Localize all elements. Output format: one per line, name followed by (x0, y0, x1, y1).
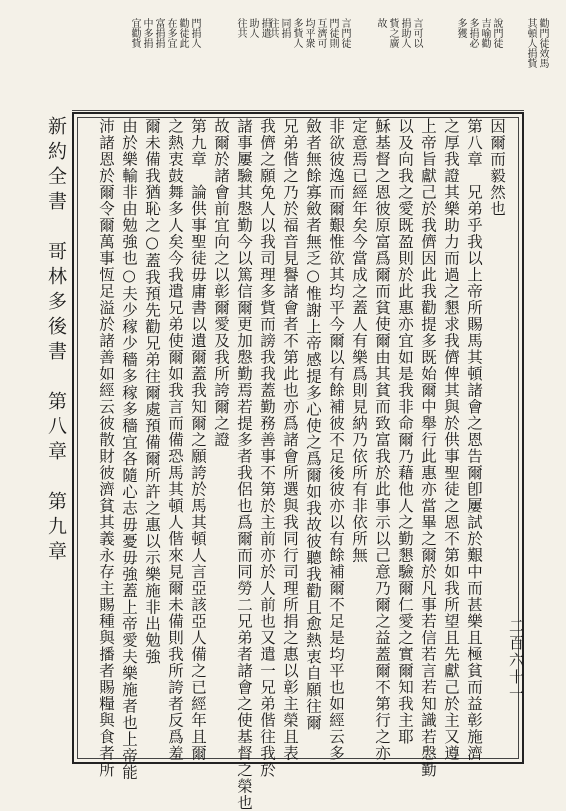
verse-column: 第九章 論供事聖徒毋庸書以遺爾蓋我知爾之願誇於馬其頓人言亞該亞人備之已經年且爾 (189, 118, 207, 762)
verse-column: 我儕之願免人以我司理多貲而謗我我蓋勤務善事不第於主前亦於人前也又遣一兄弟偕往我於 (258, 118, 276, 778)
verse-column: 之厚我證其樂助力而過之懇求我儕俾其與於供事聖徒之恩不第如我所望且先獻己於主又遵 (442, 118, 460, 762)
book-title-column: 新約全書 哥林多後書 第八章 第九章 (45, 116, 67, 566)
bible-page (38, 18, 548, 811)
verse-column: 爾未備我猶恥之○蓋我預先勸兄弟往爾處預備爾所許之惠以示樂施非出勉強 (143, 118, 161, 665)
verse-column: 沛諸恩於爾令爾萬事恆足溢於諸善如經云彼散財彼濟貧其義永存主賜種與播者賜糧與食者所 (97, 118, 115, 778)
header-note-1: 勸門徒效馬 其頓人捐貲 (525, 18, 548, 68)
verse-column: 以及向我之愛既盈則於此惠亦宜如是我非命爾乃藉他人之勤懇驗爾仁愛之實爾知我主耶 (396, 118, 414, 745)
header-note-3: 言可以 捐助人 貲之廣 故 (375, 18, 422, 48)
verse-column: 上帝旨獻己於我儕因此我勸提多既始爾中舉行此惠亦當畢之爾於凡事若信若言若知識若慇勤 (419, 118, 437, 778)
verse-column: 之熱衷鼓舞多人矣今我遣兄弟使爾如我言而備恐馬其頓人偕來見爾未備則我所誇者反爲羞 (166, 118, 184, 762)
header-rule (72, 110, 524, 111)
verse-column: 斂者無餘寡斂者無乏○惟謝上帝感提多心使之爲爾如我故彼聽我勸且愈熱衷自願往爾 (304, 118, 322, 731)
page-number: 二百六十一 (507, 618, 525, 703)
header-note-5: 捐遣 助人 往共 (235, 18, 270, 38)
verse-column: 故爾於諸會前宜向之以彰爾愛及我所誇爾之證 (212, 118, 230, 448)
verse-column: 諸事屢驗其慇勤今以篤信爾更加慇勤焉若提多者我侶也爲爾而同勞二兄弟者諸會之使基督之榮也 (235, 118, 253, 811)
verse-column: 定意焉已經年矣今當成之蓋人有樂爲則見納乃依所有非依所無 (350, 118, 368, 564)
verse-column: 穌基督之恩彼原富爲爾而貧使爾由其貧而致富我於此事示以己意乃爾之益蓋爾不第行之亦 (373, 118, 391, 762)
header-note-6: 門捐人 勸徒此 在多宜 富捐捐 中多捐 宜勸貲 (129, 18, 200, 48)
header-note-2: 說門徒 吉喻勸 多捐必 多獲 (455, 18, 502, 48)
verse-column: 非欲彼逸而爾艱惟欲其均平今爾以有餘補彼不足後彼亦以有餘補爾不足是均平也如經云多 (327, 118, 345, 762)
verse-column: 第八章 兄弟乎我以上帝所賜馬其頓諸會之恩告爾卽屢試於艱中而甚樂且極貧而益彰施濟 (465, 118, 483, 762)
verse-column: 兄弟偕之乃於福音見譽諸會者不第此也亦爲諸會所選與我同行司理所捐之惠以彰主榮且表 (281, 118, 299, 762)
header-note-4: 言門徒 門徒則 互濟可 均平衆 多貲人 同捐 往共 (267, 18, 350, 48)
verse-column: 由於樂輸非由勉強也○夫少稼少穡多稼多穡宜各隨心志毋憂毋強蓋上帝愛夫樂施者也上帝能 (120, 118, 138, 781)
verse-column: 因爾而毅然也 (488, 118, 506, 217)
